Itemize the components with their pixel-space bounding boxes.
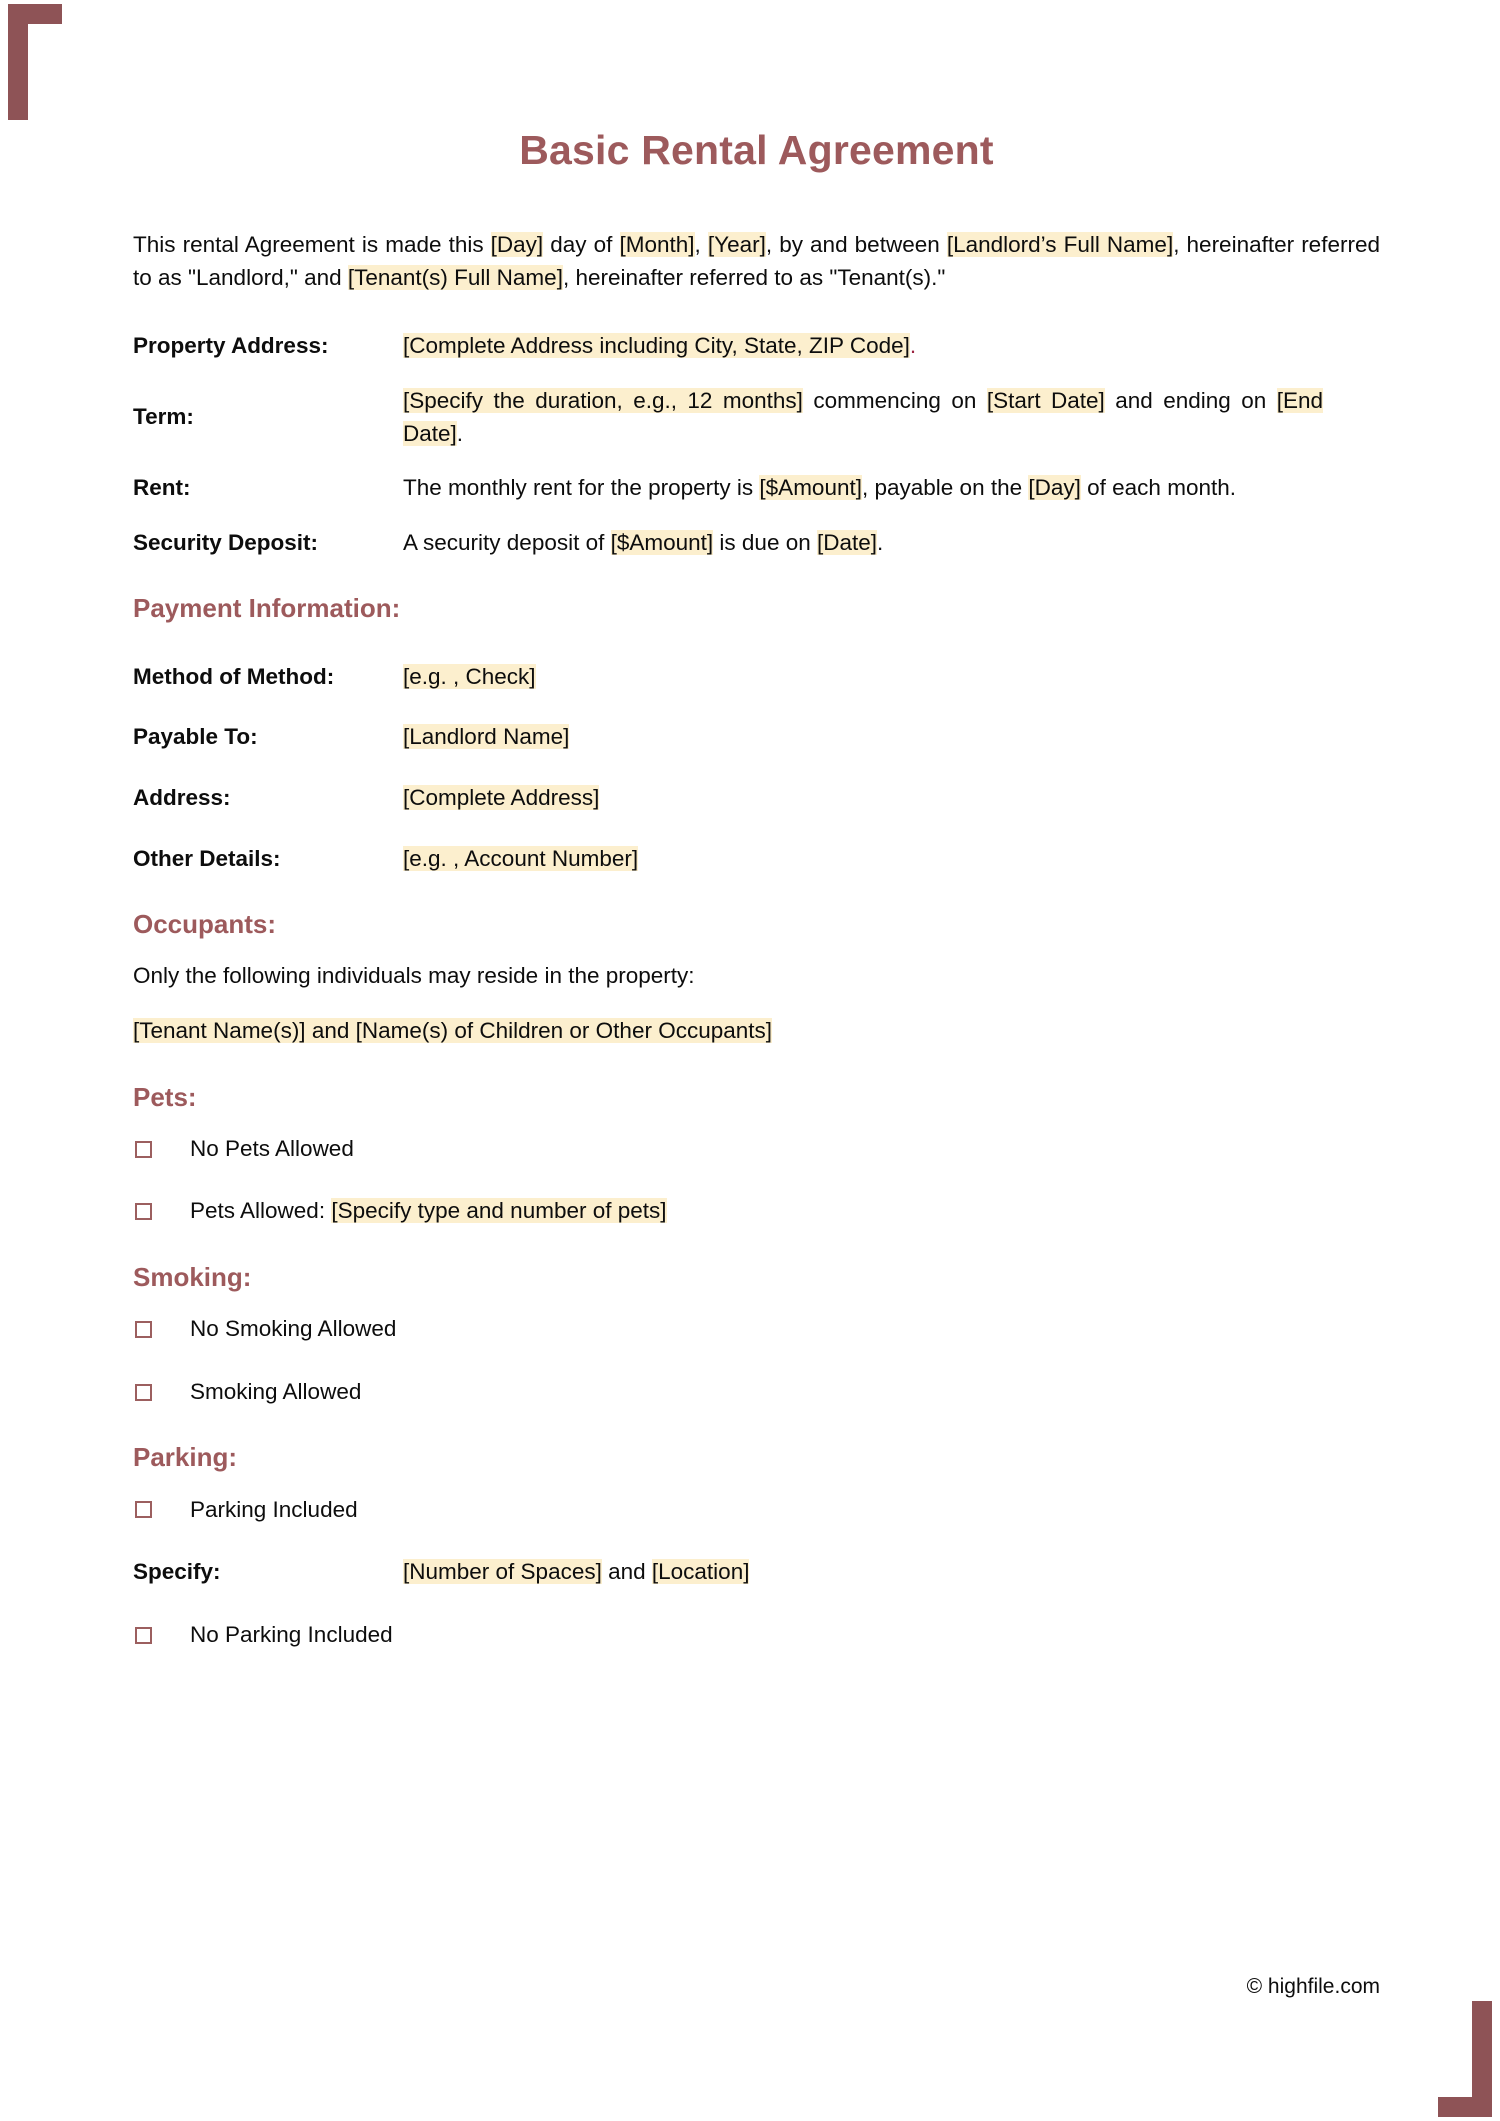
deposit-text-1: A security deposit of bbox=[403, 529, 611, 555]
value-property-address bbox=[403, 330, 1323, 363]
row-parking-specify bbox=[133, 1556, 1380, 1589]
checkbox-no-pets-icon[interactable] bbox=[135, 1141, 152, 1158]
property-address-period: . bbox=[909, 333, 917, 359]
placeholder-deposit-date: [Date] bbox=[817, 529, 878, 555]
checkbox-row-no-smoking[interactable] bbox=[133, 1313, 1380, 1346]
value-term bbox=[403, 385, 1323, 450]
placeholder-landlord-full-name: [Landlord’s Full Name] bbox=[946, 232, 1174, 258]
document-content bbox=[133, 0, 1380, 1682]
corner-bracket-bottom-right-horizontal bbox=[1438, 2097, 1492, 2117]
checkbox-row-no-parking[interactable] bbox=[133, 1619, 1380, 1652]
checkbox-pets-allowed-icon[interactable] bbox=[135, 1203, 152, 1220]
checkbox-row-smoking-allowed[interactable] bbox=[133, 1376, 1380, 1409]
checkbox-row-no-pets[interactable] bbox=[133, 1133, 1380, 1166]
checkbox-no-parking-icon[interactable] bbox=[135, 1627, 152, 1644]
payment-rows bbox=[133, 661, 1380, 876]
label-term: Term: bbox=[133, 404, 194, 430]
placeholder-account-number: [e.g. , Account Number] bbox=[403, 845, 639, 871]
term-text-2: and ending on bbox=[1104, 387, 1277, 413]
placeholder-pets-type-number: [Specify type and number of pets] bbox=[331, 1198, 667, 1224]
row-rent bbox=[133, 472, 1380, 505]
row-payable-to bbox=[133, 721, 1380, 754]
occupants-placeholder-line bbox=[133, 1015, 1380, 1048]
rent-text-3: of each month. bbox=[1080, 475, 1236, 501]
intro-text-3: , bbox=[694, 232, 708, 258]
heading-pets: Pets: bbox=[133, 1081, 197, 1112]
placeholder-complete-address: [Complete Address] bbox=[403, 784, 600, 810]
intro-paragraph bbox=[133, 229, 1380, 294]
value-payment-address bbox=[403, 782, 1323, 815]
value-other-details bbox=[403, 843, 1323, 876]
placeholder-number-of-spaces: [Number of Spaces] bbox=[403, 1559, 602, 1585]
value-rent bbox=[403, 472, 1323, 505]
label-other-details: Other Details: bbox=[133, 845, 281, 871]
placeholder-payment-method: [e.g. , Check] bbox=[403, 663, 536, 689]
checkbox-row-pets-allowed[interactable] bbox=[133, 1195, 1380, 1228]
row-security-deposit bbox=[133, 527, 1380, 560]
heading-parking: Parking: bbox=[133, 1442, 238, 1473]
checkbox-parking-included-icon[interactable] bbox=[135, 1501, 152, 1518]
placeholder-deposit-amount: [$Amount] bbox=[610, 529, 714, 555]
placeholder-start-date: [Start Date] bbox=[986, 387, 1105, 413]
checkbox-label-no-parking: No Parking Included bbox=[190, 1621, 393, 1647]
intro-text-1: This rental Agreement is made this bbox=[133, 232, 491, 258]
checkbox-no-smoking-icon[interactable] bbox=[135, 1321, 152, 1338]
intro-text-2: day of bbox=[543, 232, 620, 258]
value-parking-specify bbox=[403, 1556, 1323, 1589]
checkbox-label-parking-included: Parking Included bbox=[190, 1496, 358, 1522]
placeholder-occupant-names: [Tenant Name(s)] and [Name(s) of Children or Other Occupants] bbox=[133, 1017, 773, 1043]
footer-copyright: © highfile.com bbox=[1246, 1975, 1380, 1998]
label-method-of-method: Method of Method: bbox=[133, 663, 335, 689]
placeholder-year: [Year] bbox=[707, 232, 766, 258]
value-payable-to bbox=[403, 721, 1323, 754]
intro-text-4: , by and between bbox=[765, 232, 947, 258]
checkbox-smoking-allowed-icon[interactable] bbox=[135, 1384, 152, 1401]
row-other-details bbox=[133, 843, 1380, 876]
checkbox-label-smoking-allowed: Smoking Allowed bbox=[190, 1378, 362, 1404]
intro-text-5: , hereinafter referred to as "Landlord," and bbox=[133, 232, 1380, 290]
placeholder-day: [Day] bbox=[490, 232, 544, 258]
placeholder-complete-address-full: [Complete Address including City, State, ZIP Code] bbox=[403, 333, 910, 359]
rent-text-1: The monthly rent for the property is bbox=[403, 475, 760, 501]
placeholder-parking-location: [Location] bbox=[651, 1559, 750, 1585]
checkbox-row-parking-included[interactable] bbox=[133, 1494, 1380, 1527]
label-rent: Rent: bbox=[133, 475, 191, 501]
checkbox-label-no-pets: No Pets Allowed bbox=[190, 1135, 354, 1161]
placeholder-duration: [Specify the duration, e.g., 12 months] bbox=[403, 387, 803, 413]
row-payment-address bbox=[133, 782, 1380, 815]
term-text-1: commencing on bbox=[802, 387, 987, 413]
heading-smoking: Smoking: bbox=[133, 1262, 252, 1293]
value-method-of-method bbox=[403, 661, 1323, 694]
placeholder-tenant-full-name: [Tenant(s) Full Name] bbox=[347, 264, 563, 290]
checkbox-label-pets-allowed bbox=[190, 1195, 667, 1228]
terms-section bbox=[133, 330, 1380, 559]
placeholder-rent-amount: [$Amount] bbox=[759, 475, 862, 501]
page-title: Basic Rental Agreement bbox=[519, 127, 994, 173]
term-text-3: . bbox=[456, 420, 464, 446]
pets-allowed-text: Pets Allowed: bbox=[190, 1198, 332, 1224]
parking-specify-conjunction: and bbox=[601, 1559, 652, 1585]
value-security-deposit bbox=[403, 527, 1323, 560]
heading-payment-information: Payment Information: bbox=[133, 593, 401, 624]
corner-bracket-top-left-horizontal bbox=[8, 4, 62, 24]
occupants-intro-text: Only the following individuals may reside in the property: bbox=[133, 963, 695, 989]
placeholder-end-date: [End Date] bbox=[403, 387, 1323, 446]
placeholder-month: [Month] bbox=[619, 232, 695, 258]
heading-occupants: Occupants: bbox=[133, 909, 277, 940]
placeholder-landlord-name: [Landlord Name] bbox=[403, 724, 570, 750]
row-property-address bbox=[133, 330, 1380, 363]
label-property-address: Property Address: bbox=[133, 333, 329, 359]
label-security-deposit: Security Deposit: bbox=[133, 529, 319, 555]
placeholder-rent-day: [Day] bbox=[1028, 475, 1081, 501]
intro-text-6: , hereinafter referred to as "Tenant(s)." bbox=[562, 264, 946, 290]
deposit-text-2: is due on bbox=[713, 529, 817, 555]
checkbox-label-no-smoking: No Smoking Allowed bbox=[190, 1316, 397, 1342]
deposit-text-3: . bbox=[877, 529, 884, 555]
label-payment-address: Address: bbox=[133, 784, 231, 810]
rent-text-2: , payable on the bbox=[861, 475, 1029, 501]
label-parking-specify: Specify: bbox=[133, 1559, 221, 1585]
label-payable-to: Payable To: bbox=[133, 724, 258, 750]
row-term bbox=[133, 385, 1380, 450]
row-method-of-method bbox=[133, 661, 1380, 694]
